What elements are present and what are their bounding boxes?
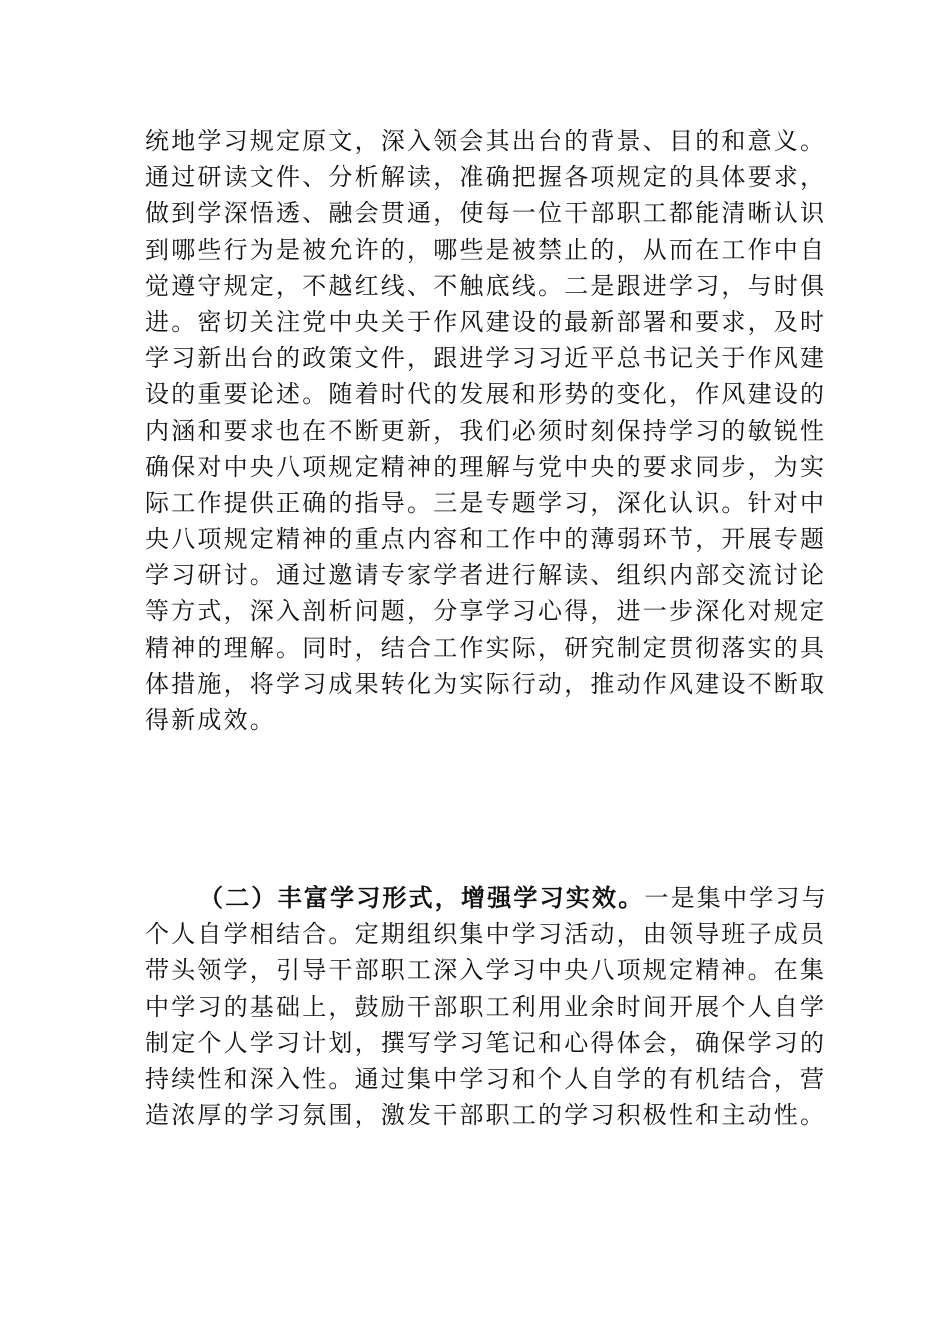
paragraph-line: 中学习的基础上，鼓励干部职工利用业余时间开展个人自学 [145, 992, 827, 1021]
paragraph-first-line [145, 880, 828, 916]
paragraph-line: 确保对中央八项规定精神的理解与党中央的要求同步，为实 [145, 452, 827, 481]
paragraph-1 [145, 123, 827, 738]
paragraph-line: 设的重要论述。随着时代的发展和形势的变化，作风建设的 [145, 380, 827, 409]
paragraph-line: 际工作提供正确的指导。三是专题学习，深化认识。针对中 [145, 488, 827, 517]
paragraph-line: 进。密切关注党中央关于作风建设的最新部署和要求，及时 [145, 307, 827, 336]
paragraph-line: 造浓厚的学习氛围，激发干部职工的学习积极性和主动性。 [145, 1101, 827, 1130]
paragraph-text: 一是集中学习与 [644, 884, 828, 912]
paragraph-line: 持续性和深入性。通过集中学习和个人自学的有机结合，营 [145, 1064, 827, 1093]
paragraph-line: 学习研讨。通过邀请专家学者进行解读、组织内部交流讨论 [145, 561, 827, 590]
paragraph-line: 觉遵守规定，不越红线、不触底线。二是跟进学习，与时俱 [145, 271, 827, 300]
paragraph-line: 内涵和要求也在不断更新，我们必须时刻保持学习的敏锐性 [145, 416, 827, 445]
paragraph-line: 体措施，将学习成果转化为实际行动，推动作风建设不断取 [145, 669, 827, 698]
paragraph-line: 带头领学，引导干部职工深入学习中央八项规定精神。在集 [145, 956, 827, 985]
paragraph-line: 学习新出台的政策文件，跟进学习习近平总书记关于作风建 [145, 344, 827, 373]
section-heading: （二）丰富学习形式，增强学习实效。 [199, 883, 645, 912]
paragraph-line: 央八项规定精神的重点内容和工作中的薄弱环节，开展专题 [145, 525, 827, 554]
paragraph-line: 做到学深悟透、融会贯通，使每一位干部职工都能清晰认识 [145, 199, 827, 228]
paragraph-line: 统地学习规定原文，深入领会其出台的背景、目的和意义。 [145, 127, 827, 155]
paragraph-line: 个人自学相结合。定期组织集中学习活动，由领导班子成员 [145, 920, 827, 949]
paragraph-line: 等方式，深入剖析问题，分享学习心得，进一步深化对规定 [145, 597, 827, 626]
paragraph-line: 通过研读文件、分析解读，准确把握各项规定的具体要求， [145, 163, 827, 192]
paragraph-line: 到哪些行为是被允许的，哪些是被禁止的，从而在工作中自 [145, 235, 827, 264]
paragraph-2 [145, 880, 828, 1133]
paragraph-line: 制定个人学习计划，撰写学习笔记和心得体会，确保学习的 [145, 1028, 827, 1057]
paragraph-line: 得新成效。 [145, 706, 276, 734]
paragraph-line: 精神的理解。同时，结合工作实际，研究制定贯彻落实的具 [145, 633, 827, 662]
